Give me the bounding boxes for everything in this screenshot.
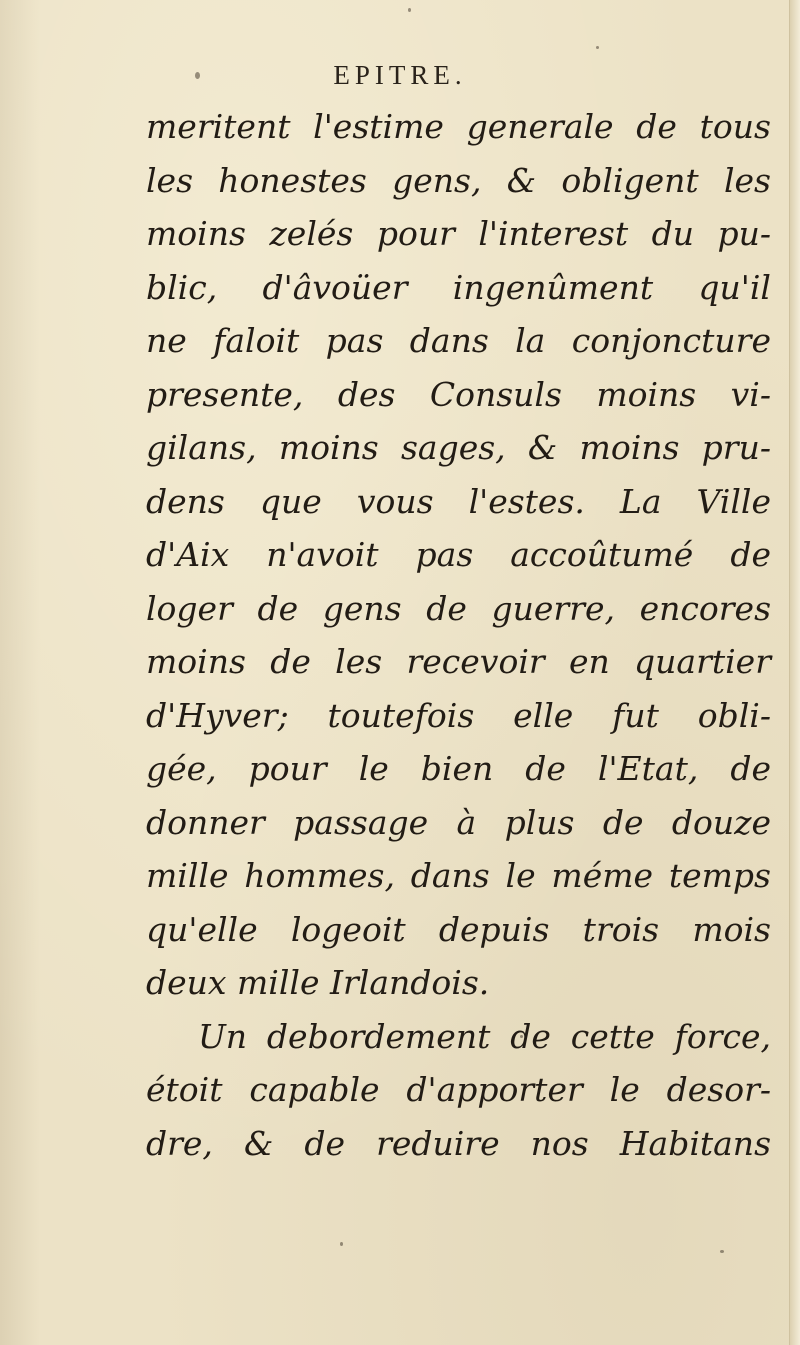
text-line: mille hommes, dans le méme temps	[146, 856, 771, 895]
body-text	[146, 100, 771, 1170]
text-line: presente, des Consuls moins vi-	[146, 374, 771, 414]
text-line: moins zelés pour l'interest du pu-	[146, 214, 771, 253]
ink-speck	[596, 46, 599, 49]
text-line: étoit capable d'apporter le desor-	[146, 1070, 771, 1109]
text-line: blic, d'âvoüer ingenûment qu'il	[146, 267, 771, 307]
ink-speck	[408, 8, 411, 12]
text-line: loger de gens de guerre, encores	[146, 588, 771, 628]
text-line: gilans, moins sages, & moins pru-	[146, 428, 771, 467]
text-line: d'Hyver; toutefois elle fut obli-	[146, 695, 771, 735]
running-head-text: EPITRE.	[333, 60, 467, 90]
text-line: gée, pour le bien de l'Etat, de	[146, 749, 771, 788]
text-line: d'Aix n'avoit pas accoûtumé de	[146, 535, 771, 574]
paragraph-end-line: deux mille Irlandois.	[146, 963, 490, 1002]
text-line: ne faloit pas dans la conjoncture	[146, 321, 771, 360]
ink-speck	[720, 1250, 724, 1253]
text-line: qu'elle logeoit depuis trois mois	[146, 909, 771, 949]
ink-speck	[340, 1242, 343, 1246]
text-line: donner passage à plus de douze	[146, 802, 771, 842]
text-line: meritent l'estime generale de tous	[146, 107, 771, 146]
text-line: moins de les recevoir en quartier	[146, 642, 771, 681]
paragraph-first-line: Un debordement de cette force,	[198, 1016, 771, 1056]
running-head	[0, 60, 790, 91]
text-line: les honestes gens, & obligent les	[146, 160, 771, 200]
text-line: dre, & de reduire nos Habitans	[146, 1123, 771, 1163]
text-line: dens que vous l'estes. La Ville	[146, 481, 771, 521]
page-edge	[789, 0, 800, 1345]
